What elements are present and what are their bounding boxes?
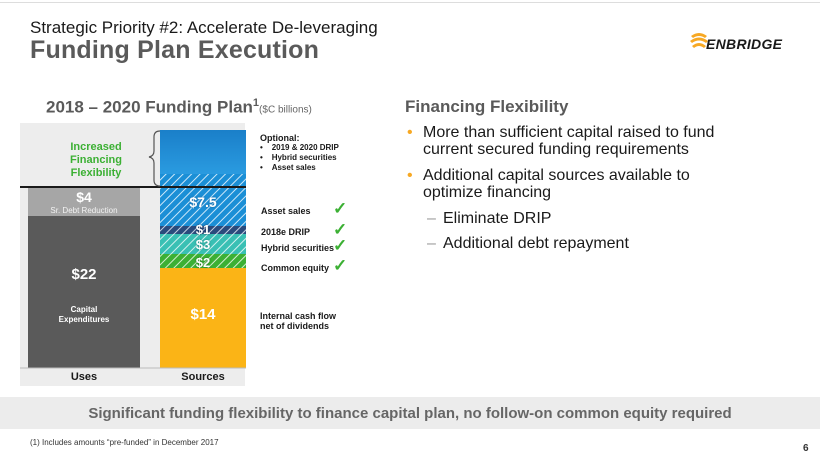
optional-item-text: 2019 & 2020 DRIP xyxy=(271,143,339,152)
bar-uses-capex xyxy=(28,216,140,368)
increased-flexibility-line-3: Flexibility xyxy=(70,167,122,179)
bar-label-internal-cash: $14 xyxy=(190,306,216,323)
slide-subtitle: Strategic Priority #2: Accelerate De-leveraging xyxy=(30,18,378,37)
bullet-text: Additional capital sources available to optimize financing xyxy=(423,167,690,201)
check-hybrid-icon: ✓ xyxy=(333,236,348,255)
bar-label-common-equity: $2 xyxy=(195,255,211,270)
footnote: (1) Includes amounts “pre-funded” in December 2017 xyxy=(30,438,219,447)
bullet-item xyxy=(405,167,735,201)
dash-icon: – xyxy=(427,235,436,252)
bar-name-capex-line-1: Capital xyxy=(70,305,98,314)
check-common-equity-icon: ✓ xyxy=(333,256,348,275)
check-asset-sales-icon: ✓ xyxy=(333,199,348,218)
label-hybrid: Hybrid securities xyxy=(261,243,335,253)
category-sources: Sources xyxy=(181,371,225,383)
label-internal-cash xyxy=(260,311,336,331)
label-common-equity: Common equity xyxy=(261,263,330,273)
label-internal-cash-line-2: net of dividends xyxy=(260,321,330,331)
bar-label-hybrid: $3 xyxy=(195,237,211,252)
bullet-dot-icon: • xyxy=(407,124,413,141)
bar-label-asset-sales: $7.5 xyxy=(189,194,217,210)
increased-flexibility-line-1: Increased xyxy=(70,141,122,153)
check-drip-icon: ✓ xyxy=(333,220,348,239)
optional-item: • Asset sales xyxy=(260,163,316,172)
bar-sources-optional-hatch xyxy=(160,174,246,188)
bar-name-debt-reduction: Sr. Debt Reduction xyxy=(50,206,118,215)
label-asset-sales: Asset sales xyxy=(261,206,311,216)
bar-name-capex xyxy=(28,305,140,325)
bullet-text: More than sufficient capital raised to fund current secured funding requirements xyxy=(423,124,715,158)
page-number: 6 xyxy=(803,443,809,454)
optional-list xyxy=(260,143,339,173)
sub-bullet-text: Additional debt repayment xyxy=(443,235,629,252)
sub-bullet-text: Eliminate DRIP xyxy=(443,210,552,227)
slide-title: Funding Plan Execution xyxy=(30,36,320,64)
optional-item: • 2019 & 2020 DRIP xyxy=(260,143,339,152)
sub-bullet-item xyxy=(405,210,735,227)
bullet-item xyxy=(405,124,735,158)
enbridge-logo-text: ENBRIDGE xyxy=(706,36,783,52)
increased-flexibility-label xyxy=(56,141,136,180)
category-uses: Uses xyxy=(70,371,98,383)
footnote-marker: 1 xyxy=(252,97,260,109)
label-drip: 2018e DRIP xyxy=(261,227,311,237)
bar-label-drip: $1 xyxy=(195,222,211,237)
optional-title: Optional: xyxy=(260,133,300,143)
label-internal-cash-line-1: Internal cash flow xyxy=(260,311,337,321)
funding-plan-title-text: 2018 – 2020 Funding Plan xyxy=(46,97,253,117)
optional-item: • Hybrid securities xyxy=(260,153,337,162)
bar-label-debt-reduction: $4 xyxy=(76,189,92,205)
optional-brace xyxy=(149,131,160,186)
bar-name-capex-line-2: Expenditures xyxy=(58,315,110,324)
dash-icon: – xyxy=(427,210,436,227)
bar-label-capex: $22 xyxy=(71,266,97,283)
optional-item-text: Hybrid securities xyxy=(271,153,337,162)
funding-plan-unit: ($C billions) xyxy=(259,104,312,116)
bullet-dot-icon: • xyxy=(407,167,413,184)
optional-item-text: Asset sales xyxy=(271,163,316,172)
financing-flexibility-list xyxy=(405,124,735,260)
banner-text: Significant funding flexibility to finance capital plan, no follow-on common equity required xyxy=(88,405,732,422)
bar-sources-optional xyxy=(160,130,246,174)
financing-flexibility-title: Financing Flexibility xyxy=(405,97,569,116)
sub-bullet-item xyxy=(405,235,735,252)
increased-flexibility-line-2: Financing xyxy=(70,154,122,166)
